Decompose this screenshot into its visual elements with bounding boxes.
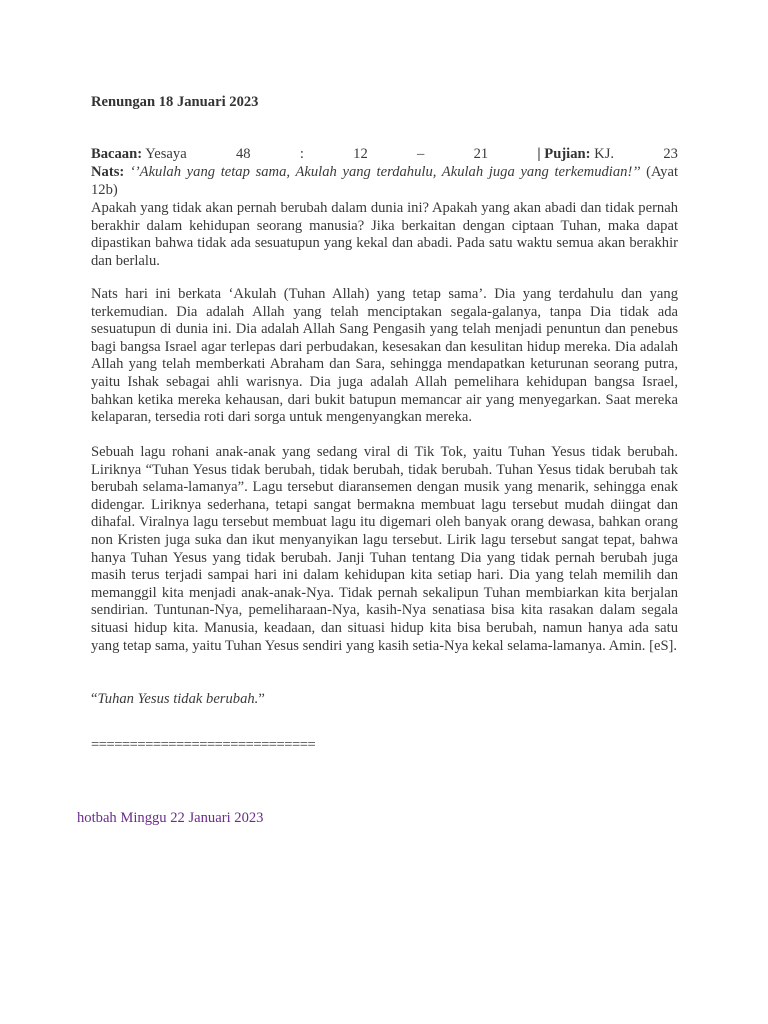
nats-label: Nats:: [91, 164, 125, 180]
paragraph-text: Apakah yang tidak akan pernah berubah dalam dunia ini? Apakah yang akan abadi dan tidak pernah berakhir dalam kehidupan seorang manusia? Jika berkaitan dengan ciptaan Tuhan, maka dapat dipastikan bahwa tidak ada sesuatupun yang kekal dan abadi. Pada satu waktu semua akan berakhir dan berlalu.: [91, 200, 678, 269]
paragraph-text: Nats hari ini berkata ‘Akulah (Tuhan Allah) yang tetap sama’. Dia yang terdahulu dan yang terkemudian. Dia adalah Allah yang telah menciptakan segala-galanya, tanpa Dia tidak ada sesuatupun di dunia ini. Dia adalah Allah Sang Pengasih yang telah menjadi penuntun dan penebus bagi bangsa Israel agar terlepas dari perbudakan, kesesakan dan kesulitan hidup mereka. Dia adalah Allah yang telah memberkati Abraham dan Sara, sehingga mendapatkan keturunan seorang putra, yaitu Ishak sebagai ahli warisnya. Dia juga adalah Allah pemelihara kehidupan bangsa Israel, bahkan ketika mereka kehausan, dari bukit batupun memancar air yang menyegarkan. Saat mereka kelaparan, tersedia roti dari sorga untuk mengenyangkan mereka.: [91, 286, 678, 426]
paragraph-2: [91, 286, 678, 427]
nats-quote: ‘’Akulah yang tetap sama, Akulah yang terdahulu, Akulah juga yang terkemudian!’’: [129, 164, 641, 180]
paragraph-text: Sebuah lagu rohani anak-anak yang sedang viral di Tik Tok, yaitu Tuhan Yesus tidak berubah. Liriknya “Tuhan Yesus tidak berubah, tidak berubah, tidak berubah. Tuhan Yesus tidak berubah tak berubah selama-lamanya”. Lagu tersebut diaransemen dengan musik yang menarik, sehingga enak didengar. Liriknya sederhana, tetapi sangat bermakna membuat lagu tersebut mudah diingat dan dihafal. Viralnya lagu tersebut membuat lagu itu digemari oleh banyak orang dewasa, bahkan orang non Kristen juga suka dan ikut menyanyikan lagu tersebut. Lirik lagu tersebut sangat tepat, bahwa hanya Tuhan Yesus yang tidak berubah. Janji Tuhan tentang Dia yang tidak pernah berubah juga masih terus terjadi sampai hari ini dalam kehidupan kita setiap hari. Dia yang telah memilih dan memanggil kita menjadi anak-anak-Nya. Tidak pernah sekalipun Tuhan membiarkan kita berjalan sendirian. Tuntunan-Nya, pemeliharaan-Nya, kasih-Nya senatiasa bisa kita rasakan dalam segala situasi hidup kita. Manusia, keadaan, dan situasi hidup kita bisa berubah, namun hanya ada satu yang tetap sama, yaitu Tuhan Yesus sendiri yang kasih setia-Nya kekal selama-lamanya. Amin. [eS].: [91, 444, 678, 654]
bacaan-line: [91, 146, 678, 164]
pujian-group: [537, 146, 614, 164]
quote-close-mark: ”: [258, 691, 265, 707]
quote-open-mark: “: [91, 691, 98, 707]
bacaan-group: [91, 146, 187, 164]
paragraph-3: [91, 444, 678, 655]
bacaan-book: Yesaya: [145, 146, 187, 162]
quote-text: Tuhan Yesus tidak berubah.: [97, 691, 259, 707]
closing-quote: [91, 691, 678, 709]
bacaan-verse-start: 12: [353, 146, 368, 162]
bacaan-label: Bacaan:: [91, 146, 143, 162]
pujian-label: | Pujian:: [537, 146, 591, 162]
bacaan-dash: –: [417, 146, 425, 162]
bacaan-chapter: 48: [235, 146, 251, 162]
bacaan-verse-end: 21: [473, 146, 489, 162]
divider: =============================: [91, 737, 316, 753]
page-title: Renungan 18 Januari 2023: [91, 94, 259, 110]
pujian-kj: KJ.: [594, 146, 615, 162]
nats-ref: (Ayat 12b): [91, 164, 678, 198]
bacaan-colon: :: [299, 146, 304, 162]
nats-line: [91, 164, 678, 199]
paragraph-1: [91, 200, 678, 270]
next-sermon-link[interactable]: hotbah Minggu 22 Januari 2023: [77, 810, 264, 826]
pujian-number: 23: [663, 146, 678, 162]
